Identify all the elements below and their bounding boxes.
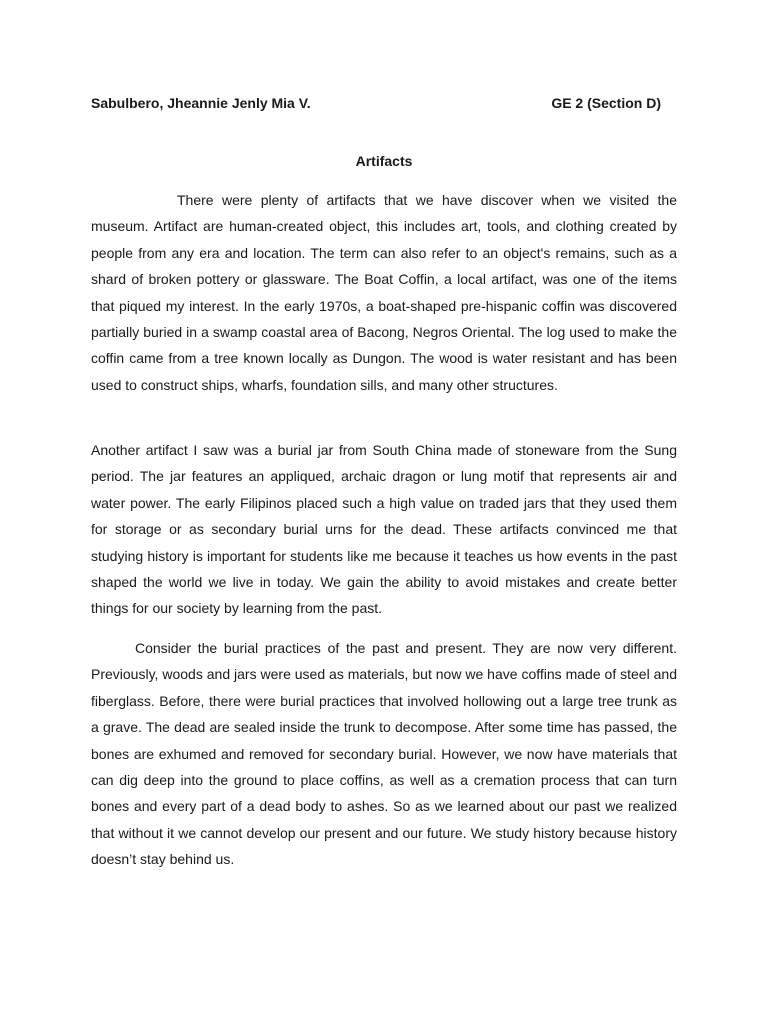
paragraph-2: Another artifact I saw was a burial jar from South China made of stoneware from the Sung period. The jar features an appliqued, archaic dragon or lung motif that represents air and water power. The early Filipinos placed such a high value on traded jars that they used them for storage or as secondary burial urns for the dead. These artifacts convinced me that studying history is important for students like me because it teaches us how events in the past shaped the world we live in today. We gain the ability to avoid mistakes and create better things for our society by learning from the past. [91, 442, 677, 617]
paragraph-1: There were plenty of artifacts that we have discover when we visited the museum. Artifact are human-created object, this includes art, tools, and clothing created by people from any era and location. The term can also refer to an object's remains, such as a shard of broken pottery or glassware. The Boat Coffin, a local artifact, was one of the items that piqued my interest. In the early 1970s, a boat-shaped pre-hispanic coffin was discovered partially buried in a swamp coastal area of Bacong, Negros Oriental. The log used to make the coffin came from a tree known locally as Dungon. The wood is water resistant and has been used to construct ships, wharfs, foundation sills, and many other structures. [91, 192, 677, 393]
author-name: Sabulbero, Jheannie Jenly Mia V. [91, 95, 311, 111]
document-title: Artifacts [355, 153, 413, 169]
course-section: GE 2 (Section D) [551, 95, 661, 111]
paragraph-3: Consider the burial practices of the past and present. They are now very different. Previously, woods and jars were used as materials, but now we have coffins made of steel and fiberglass. Before, there were burial practices that involved hollowing out a large tree trunk as a grave. The dead are sealed inside the trunk to decompose. After some time has passed, the bones are exhumed and removed for secondary burial. However, we now have materials that can dig deep into the ground to place coffins, as well as a cremation process that can turn bones and every part of a dead body to ashes. So as we learned about our past we realized that without it we cannot develop our present and our future. We study history because history doesn’t stay behind us. [91, 640, 677, 868]
document-header [91, 93, 661, 113]
